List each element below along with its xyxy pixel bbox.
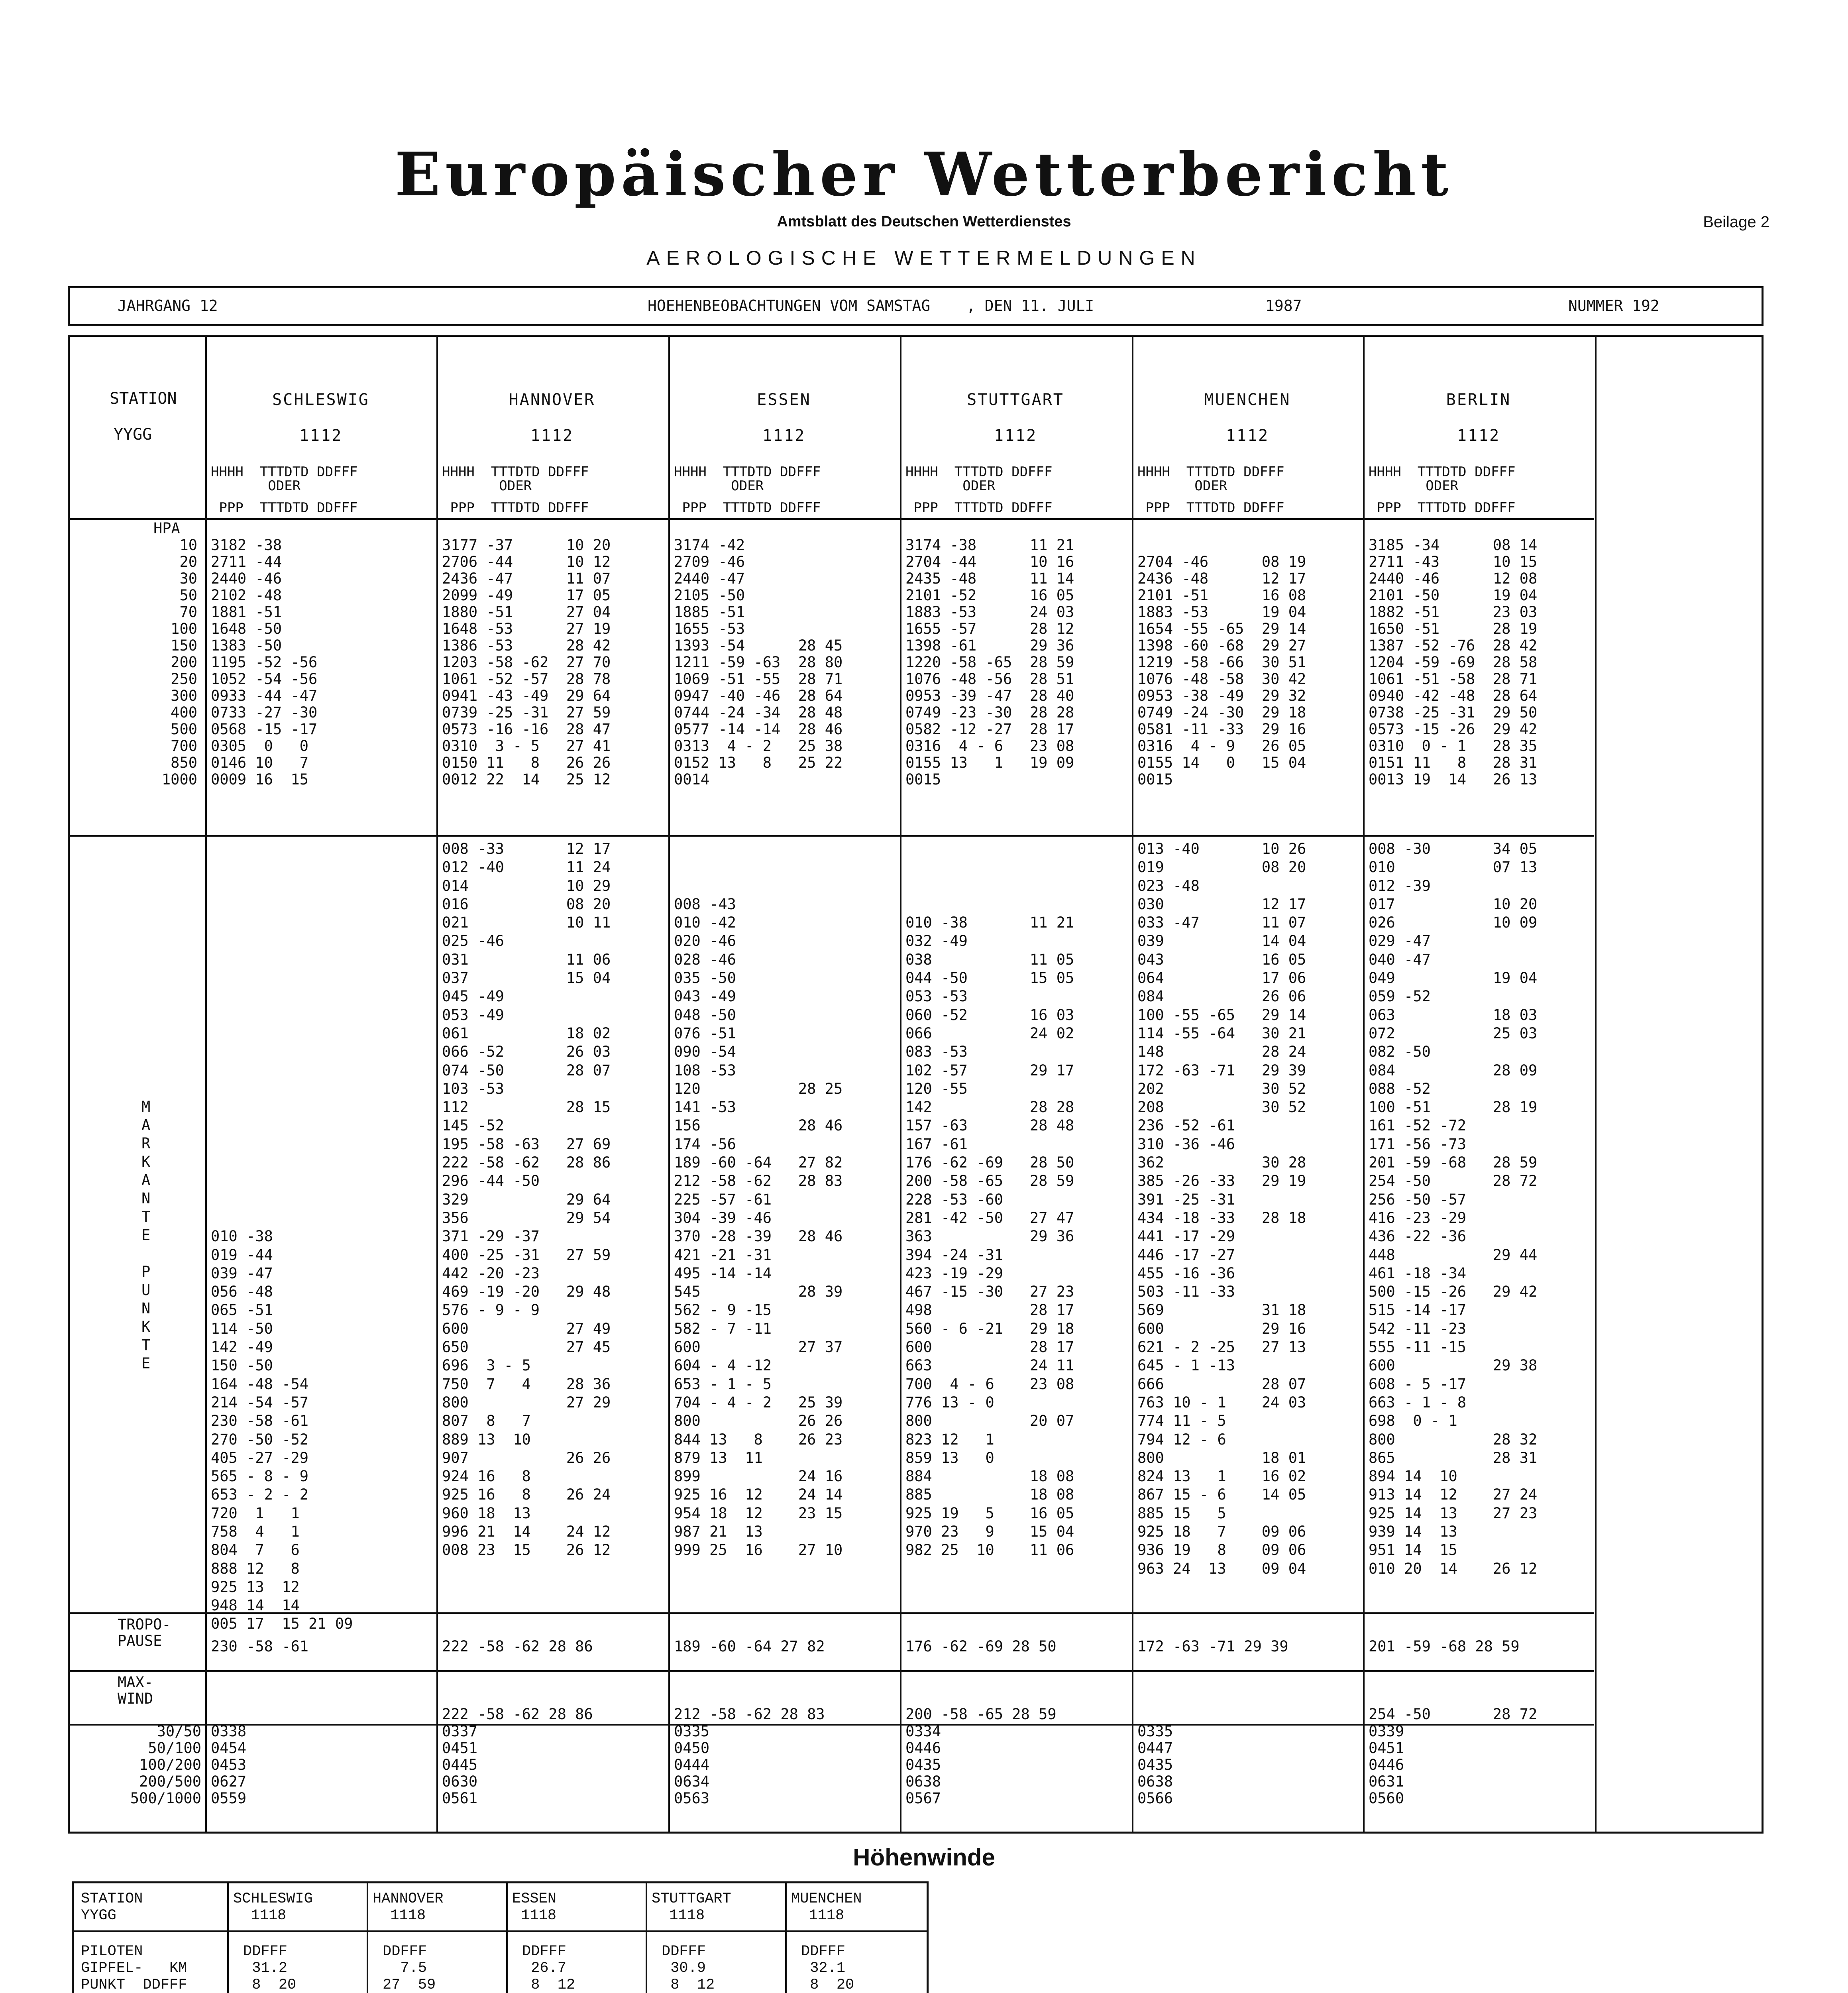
pilot-station-name: STUTTGART 1118 xyxy=(652,1891,731,1924)
section-divider xyxy=(70,1670,1594,1672)
column-divider xyxy=(1595,337,1597,1832)
standard-levels: 3174 -42 2709 -46 2440 -47 2105 -50 1885 -51 1655 -53 1393 -54 28 45 1211 -59 -63 28 80 1069 -51 -55 28 71 0947 -40 -46 28 64 0744 -24 -34 28 48 0577 -14 -14 28 46 0313 4 - 2 25 38 0152 13 8 25 22 0014 xyxy=(674,537,843,788)
section-divider xyxy=(70,1724,1594,1726)
station-yygg: 1112 xyxy=(762,427,806,445)
station-name: HANNOVER xyxy=(509,391,595,409)
column-head-1: HHHH TTTDTD DDFFF xyxy=(1369,464,1516,480)
column-divider xyxy=(785,1883,787,1993)
thickness-values: 0337 0451 0445 0630 0561 xyxy=(442,1723,478,1807)
section-divider xyxy=(70,518,1594,520)
observation-title: HOEHENBEOBACHTUNGEN VOM SAMSTAG xyxy=(648,297,931,314)
standard-levels: 3174 -38 11 21 2704 -44 10 16 2435 -48 11 14 2101 -52 16 05 1883 -53 24 03 1655 -57 28 12 1398 -61 29 36 1220 -58 -65 28 59 1076 -48 -56 28 51 0953 -39 -47 28 40 0749 -23 -30 28 28 0582 -12 -27 28 17 0316 4 - 6 23 08 0155 13 1 19 09 0015 xyxy=(905,537,1074,788)
station-name: BERLIN xyxy=(1446,391,1511,409)
section-divider xyxy=(74,1930,927,1932)
hpa-label: HPA xyxy=(153,520,180,537)
merkpunkte-letter: U xyxy=(141,1281,151,1299)
merkpunkte-letter: T xyxy=(141,1337,151,1354)
column-head-1: HHHH TTTDTD DDFFF xyxy=(442,464,589,480)
column-head-2: ODER xyxy=(674,478,764,494)
report-year: 1987 xyxy=(1265,297,1302,314)
pilot-wind-table xyxy=(72,1881,929,1993)
tropopause-value: 230 -58 -61 xyxy=(211,1638,309,1655)
significant-levels: 013 -40 10 26 019 08 20 023 -48 030 12 17 033 -47 11 07 039 14 04 043 16 05 064 17 06 084 26 06 100 -55 -65 29 14 114 -55 -64 30 21 148 28 24 172 -63 -71 29 39 202 30 52 208 30 52 236 -52 -61 310 -36 -46 362 30 28 385 -26 -33 29 19 391 -25 -31 434 -18 -33 28 18 441 -17 -29 446 -17 -27 455 -16 -36 503 -11 -33 569 31 18 600 29 16 621 - 2 -25 27 13 645 - 1 -13 666 28 07 763 10 - 1 24 03 774 11 - 5 794 12 - 6 800 18 01 824 13 1 16 02 867 15 - 6 14 05 885 15 5 925 18 7 09 06 936 19 8 09 06 963 24 13 09 04 xyxy=(1137,840,1306,1577)
station-yygg: 1112 xyxy=(1457,427,1500,445)
tropopause-value: 222 -58 -62 28 86 xyxy=(442,1638,593,1655)
station-name: MUENCHEN xyxy=(1204,391,1291,409)
merkpunkte-letter: T xyxy=(141,1208,151,1225)
pilot-gipfel: DDFFF 26.7 8 12 xyxy=(522,1943,575,1993)
column-head-1: HHHH TTTDTD DDFFF xyxy=(211,464,358,480)
significant-levels: 010 -38 019 -44 039 -47 056 -48 065 -51 114 -50 142 -49 150 -50 164 -48 -54 214 -54 -57 230 -58 -61 270 -50 -52 405 -27 -29 565 - 8 - 9 653 - 2 - 2 720 1 1 758 4 1 804 7 6 888 12 8 925 13 12 948 14 14 005 17 15 21 09 xyxy=(211,1228,353,1633)
merkpunkte-letter: E xyxy=(141,1226,151,1244)
jahrgang: JAHRGANG 12 xyxy=(118,297,218,314)
thickness-values: 0334 0446 0435 0638 0567 xyxy=(905,1723,941,1807)
column-head-2: ODER xyxy=(1137,478,1227,494)
station-label: STATION xyxy=(110,389,177,408)
station-yygg: 1112 xyxy=(994,427,1037,445)
merkpunkte-letter: K xyxy=(141,1318,151,1335)
tropopause-label: TROPO- PAUSE xyxy=(118,1616,171,1649)
column-head-2: ODER xyxy=(905,478,996,494)
merkpunkte-letter: A xyxy=(141,1171,151,1189)
max-wind-value: 212 -58 -62 28 83 xyxy=(674,1706,825,1723)
standard-levels: 3185 -34 08 14 2711 -43 10 15 2440 -46 12 08 2101 -50 19 04 1882 -51 23 03 1650 -51 28 19 1387 -52 -76 28 42 1204 -59 -69 28 58 1061 -51 -58 28 71 0940 -42 -48 28 64 0738 -25 -31 29 50 0573 -15 -26 29 42 0310 0 - 1 28 35 0151 11 8 28 31 0013 19 14 26 13 xyxy=(1369,537,1538,788)
significant-levels: 008 -43 010 -42 020 -46 028 -46 035 -50 043 -49 048 -50 076 -51 090 -54 108 -53 120 28 25 141 -53 156 28 46 174 -56 189 -60 -64 27 82 212 -58 -62 28 83 225 -57 -61 304 -39 -46 370 -28 -39 28 46 421 -21 -31 495 -14 -14 545 28 39 562 - 9 -15 582 - 7 -11 600 27 37 604 - 4 -12 653 - 1 - 5 704 - 4 - 2 25 39 800 26 26 844 13 8 26 23 879 13 11 899 24 16 925 16 12 24 14 954 18 12 23 15 987 21 13 999 25 16 27 10 xyxy=(674,895,843,1559)
hoehenwinde-title: Höhenwinde xyxy=(853,1844,995,1871)
section-divider xyxy=(70,835,1594,837)
pilot-station-name: HANNOVER 1118 xyxy=(373,1891,444,1924)
pilot-gipfel: DDFFF 7.5 27 59 xyxy=(383,1943,436,1993)
column-divider xyxy=(205,337,207,1832)
station-yygg: 1112 xyxy=(1225,427,1269,445)
thickness-values: 0339 0451 0446 0631 0560 xyxy=(1369,1723,1404,1807)
column-divider xyxy=(436,337,438,1832)
tropopause-value: 201 -59 -68 28 59 xyxy=(1369,1638,1520,1655)
station-name: ESSEN xyxy=(757,391,811,409)
report-number: NUMMER 192 xyxy=(1568,297,1659,314)
thickness-values: 0335 0447 0435 0638 0566 xyxy=(1137,1723,1173,1807)
thickness-values: 0338 0454 0453 0627 0559 xyxy=(211,1723,247,1807)
tropopause-value: 189 -60 -64 27 82 xyxy=(674,1638,825,1655)
max-wind-value: 222 -58 -62 28 86 xyxy=(442,1706,593,1723)
column-head-3: PPP TTTDTD DDFFF xyxy=(1369,500,1516,516)
significant-levels: 008 -30 34 05 010 07 13 012 -39 017 10 20 026 10 09 029 -47 040 -47 049 19 04 059 -52 063 18 03 072 25 03 082 -50 084 28 09 088 -52 100 -51 28 19 161 -52 -72 171 -56 -73 201 -59 -68 28 59 254 -50 28 72 256 -50 -57 416 -23 -29 436 -22 -36 448 29 44 461 -18 -34 500 -15 -26 29 42 515 -14 -17 542 -11 -23 555 -11 -15 600 29 38 608 - 5 -17 663 - 1 - 8 698 0 - 1 800 28 32 865 28 31 894 14 10 913 14 12 27 24 925 14 13 27 23 939 14 13 951 14 15 010 20 14 26 12 xyxy=(1369,840,1538,1577)
section-title: AEROLOGISCHE WETTERMELDUNGEN xyxy=(646,247,1202,269)
thickness-values: 0335 0450 0444 0634 0563 xyxy=(674,1723,710,1807)
yygg-label: YYGG xyxy=(114,425,152,444)
station-name: STUTTGART xyxy=(967,391,1064,409)
pilot-station-name: MUENCHEN 1118 xyxy=(791,1891,862,1924)
merkpunkte-letter: N xyxy=(141,1190,151,1207)
column-head-3: PPP TTTDTD DDFFF xyxy=(211,500,358,516)
significant-levels: 008 -33 12 17 012 -40 11 24 014 10 29 016 08 20 021 10 11 025 -46 031 11 06 037 15 04 045 -49 053 -49 061 18 02 066 -52 26 03 074 -50 28 07 103 -53 112 28 15 145 -52 195 -58 -63 27 69 222 -58 -62 28 86 296 -44 -50 329 29 64 356 29 54 371 -29 -37 400 -25 -31 27 59 442 -20 -23 469 -19 -20 29 48 576 - 9 - 9 600 27 49 650 27 45 696 3 - 5 750 7 4 28 36 800 27 29 807 8 7 889 13 10 907 26 26 924 16 8 925 16 8 26 24 960 18 13 996 21 14 24 12 008 23 15 26 12 xyxy=(442,840,611,1559)
pilot-station-name: ESSEN 1118 xyxy=(512,1891,557,1924)
station-yygg: 1112 xyxy=(530,427,574,445)
tropopause-value: 172 -63 -71 29 39 xyxy=(1137,1638,1288,1655)
merkpunkte-letter: K xyxy=(141,1153,151,1170)
pilot-gipfel: DDFFF 30.9 8 12 xyxy=(662,1943,715,1993)
column-head-2: ODER xyxy=(211,478,301,494)
column-head-3: PPP TTTDTD DDFFF xyxy=(1137,500,1284,516)
significant-levels: 010 -38 11 21 032 -49 038 11 05 044 -50 15 05 053 -53 060 -52 16 03 066 24 02 083 -53 102 -57 29 17 120 -55 142 28 28 157 -63 28 48 167 -61 176 -62 -69 28 50 200 -58 -65 28 59 228 -53 -60 281 -42 -50 27 47 363 29 36 394 -24 -31 423 -19 -29 467 -15 -30 27 23 498 28 17 560 - 6 -21 29 18 600 28 17 663 24 11 700 4 - 6 23 08 776 13 - 0 800 20 07 823 12 1 859 13 0 884 18 08 885 18 08 925 19 5 16 05 970 23 9 15 04 982 25 10 11 06 xyxy=(905,914,1074,1559)
report-date: , DEN 11. JULI xyxy=(966,297,1094,314)
standard-levels: 3177 -37 10 20 2706 -44 10 12 2436 -47 11 07 2099 -49 17 05 1880 -51 27 04 1648 -53 27 19 1386 -53 28 42 1203 -58 -62 27 70 1061 -52 -57 28 78 0941 -43 -49 29 64 0739 -25 -31 27 59 0573 -16 -16 28 47 0310 3 - 5 27 41 0150 11 8 26 26 0012 22 14 25 12 xyxy=(442,537,611,788)
pilot-gipfel-label: PILOTEN GIPFEL- KM PUNKT DDFFF xyxy=(81,1943,187,1993)
pilot-station-name: SCHLESWIG 1118 xyxy=(233,1891,313,1924)
merkpunkte-letter: M xyxy=(141,1098,151,1115)
standard-levels: 2704 -46 08 19 2436 -48 12 17 2101 -51 16 08 1883 -53 19 04 1654 -55 -65 29 14 1398 -60 -68 29 27 1219 -58 -66 30 51 1076 -48 -58 30 42 0953 -38 -49 29 32 0749 -24 -30 29 18 0581 -11 -33 29 16 0316 4 - 9 26 05 0155 14 0 15 04 0015 xyxy=(1137,553,1306,788)
station-yygg: 1112 xyxy=(299,427,343,445)
max-wind-value: 200 -58 -65 28 59 xyxy=(905,1706,1057,1723)
report-header xyxy=(68,286,1764,326)
standard-levels: 3182 -38 2711 -44 2440 -46 2102 -48 1881 -51 1648 -50 1383 -50 1195 -52 -56 1052 -54 -56 0933 -44 -47 0733 -27 -30 0568 -15 -17 0305 0 0 0146 10 7 0009 16 15 xyxy=(211,537,318,788)
merkpunkte-letter: A xyxy=(141,1116,151,1134)
pilot-station-label: STATION YYGG xyxy=(81,1891,143,1924)
tropopause-value: 176 -62 -69 28 50 xyxy=(905,1638,1057,1655)
pilot-gipfel: DDFFF 32.1 8 20 xyxy=(801,1943,854,1993)
column-divider xyxy=(506,1883,508,1993)
merkpunkte-letter: P xyxy=(141,1263,151,1280)
column-divider xyxy=(900,337,901,1832)
pressure-levels: 10 20 30 50 70 100 150 200 250 300 400 500 700 850 1000 xyxy=(161,537,197,788)
column-head-3: PPP TTTDTD DDFFF xyxy=(442,500,589,516)
column-head-3: PPP TTTDTD DDFFF xyxy=(905,500,1053,516)
station-name: SCHLESWIG xyxy=(272,391,369,409)
page-subtitle: Amtsblatt des Deutschen Wetterdienstes xyxy=(777,213,1071,230)
column-head-1: HHHH TTTDTD DDFFF xyxy=(1137,464,1284,480)
column-head-3: PPP TTTDTD DDFFF xyxy=(674,500,821,516)
column-head-2: ODER xyxy=(442,478,532,494)
column-divider xyxy=(367,1883,368,1993)
column-divider xyxy=(1132,337,1133,1832)
merkpunkte-letter: E xyxy=(141,1355,151,1372)
column-divider xyxy=(668,337,670,1832)
aerological-table xyxy=(68,335,1764,1834)
column-head-1: HHHH TTTDTD DDFFF xyxy=(674,464,821,480)
supplement-label: Beilage 2 xyxy=(1703,213,1769,231)
column-head-1: HHHH TTTDTD DDFFF xyxy=(905,464,1053,480)
merkpunkte-letter: N xyxy=(141,1300,151,1317)
page-title: Europäischer Wetterbericht xyxy=(395,140,1453,210)
max-wind-label: MAX- WIND xyxy=(118,1674,153,1707)
merkpunkte-letter: R xyxy=(141,1135,151,1152)
column-head-2: ODER xyxy=(1369,478,1459,494)
column-divider xyxy=(1363,337,1365,1832)
max-wind-value: 254 -50 28 72 xyxy=(1369,1706,1538,1723)
pilot-gipfel: DDFFF 31.2 8 20 xyxy=(243,1943,297,1993)
column-divider xyxy=(646,1883,647,1993)
column-divider xyxy=(227,1883,229,1993)
thickness-layers: 30/50 50/100 100/200 200/500 500/1000 xyxy=(130,1723,201,1807)
